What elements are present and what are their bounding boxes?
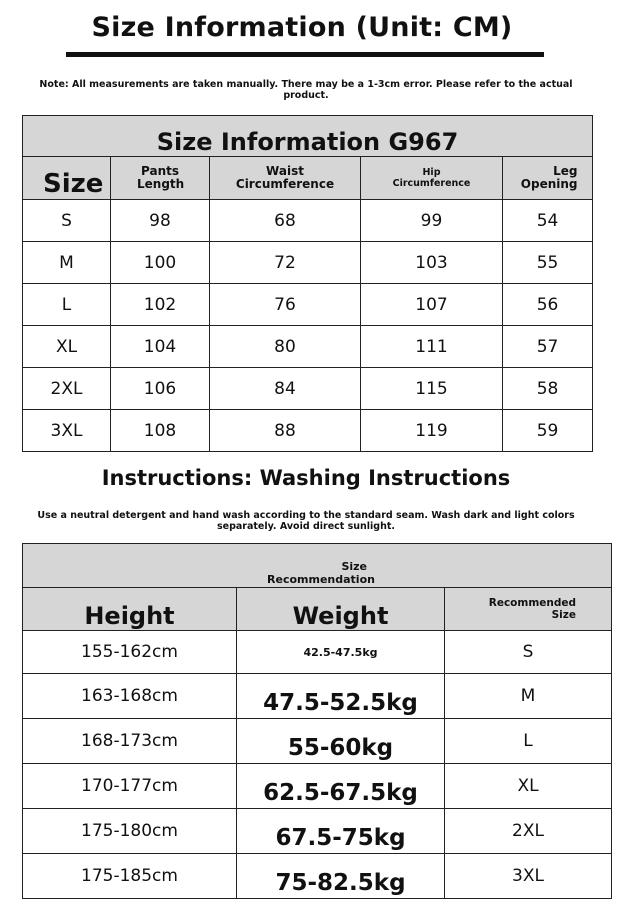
table-row	[23, 410, 593, 452]
header-size: Size	[23, 157, 111, 200]
table-row	[23, 200, 593, 242]
cell-leg-opening: 56	[503, 284, 593, 326]
cell-height: 163-168cm	[23, 674, 237, 719]
table-row	[23, 674, 612, 719]
cell-pants-length: 108	[111, 410, 210, 452]
header-leg-opening: Leg Opening	[503, 157, 593, 200]
cell-size: M	[23, 242, 111, 284]
cell-waist: 72	[210, 242, 361, 284]
table-row	[23, 764, 612, 809]
cell-leg-opening: 54	[503, 200, 593, 242]
cell-pants-length: 104	[111, 326, 210, 368]
cell-weight: 75-82.5kg	[237, 854, 445, 899]
cell-pants-length: 106	[111, 368, 210, 410]
cell-weight: 62.5-67.5kg	[237, 764, 445, 809]
table-row	[23, 242, 593, 284]
measurement-note: Note: All measurements are taken manually. There may be a 1-3cm error. Please refer to the actual product.	[39, 79, 573, 101]
cell-recommended-size: XL	[445, 764, 612, 809]
cell-pants-length: 102	[111, 284, 210, 326]
cell-pants-length: 100	[111, 242, 210, 284]
cell-waist: 84	[210, 368, 361, 410]
cell-hip: 111	[361, 326, 503, 368]
cell-leg-opening: 58	[503, 368, 593, 410]
header-weight: Weight	[237, 588, 445, 631]
cell-recommended-size: 2XL	[445, 809, 612, 854]
cell-hip: 99	[361, 200, 503, 242]
cell-size: 3XL	[23, 410, 111, 452]
rec-table-caption: Size Recommendation	[23, 544, 612, 588]
cell-height: 155-162cm	[23, 631, 237, 674]
cell-recommended-size: S	[445, 631, 612, 674]
cell-hip: 115	[361, 368, 503, 410]
cell-size: 2XL	[23, 368, 111, 410]
size-recommendation-table	[22, 543, 612, 899]
cell-height: 170-177cm	[23, 764, 237, 809]
cell-weight: 55-60kg	[237, 719, 445, 764]
size-information-table	[22, 115, 593, 452]
cell-height: 175-180cm	[23, 809, 237, 854]
cell-weight: 67.5-75kg	[237, 809, 445, 854]
cell-recommended-size: L	[445, 719, 612, 764]
cell-hip: 107	[361, 284, 503, 326]
cell-hip: 103	[361, 242, 503, 284]
cell-size: L	[23, 284, 111, 326]
header-hip: Hip Circumference	[361, 157, 503, 200]
table-row	[23, 326, 593, 368]
cell-size: S	[23, 200, 111, 242]
cell-height: 168-173cm	[23, 719, 237, 764]
cell-waist: 76	[210, 284, 361, 326]
table-row	[23, 631, 612, 674]
header-pants-length: Pants Length	[111, 157, 210, 200]
table-row	[23, 719, 612, 764]
cell-waist: 68	[210, 200, 361, 242]
cell-size: XL	[23, 326, 111, 368]
table-row	[23, 368, 593, 410]
cell-waist: 80	[210, 326, 361, 368]
title-underline	[66, 52, 544, 57]
header-waist: Waist Circumference	[210, 157, 361, 200]
cell-waist: 88	[210, 410, 361, 452]
header-height: Height	[23, 588, 237, 631]
table-row	[23, 809, 612, 854]
cell-pants-length: 98	[111, 200, 210, 242]
table-row	[23, 854, 612, 899]
cell-leg-opening: 55	[503, 242, 593, 284]
header-recommended-size: Recommended Size	[445, 588, 612, 631]
cell-hip: 119	[361, 410, 503, 452]
washing-instructions-title: Instructions: Washing Instructions	[101, 466, 511, 490]
size-table-caption: Size Information G967	[23, 116, 593, 157]
cell-leg-opening: 57	[503, 326, 593, 368]
table-row	[23, 284, 593, 326]
cell-height: 175-185cm	[23, 854, 237, 899]
cell-recommended-size: M	[445, 674, 612, 719]
cell-weight: 42.5-47.5kg	[237, 631, 445, 674]
page-title: Size Information (Unit: CM)	[91, 12, 513, 43]
cell-weight: 47.5-52.5kg	[237, 674, 445, 719]
washing-instructions-text: Use a neutral detergent and hand wash according to the standard seam. Wash dark and light colors separately. Avoid direct sunlight.	[37, 510, 575, 532]
cell-recommended-size: 3XL	[445, 854, 612, 899]
cell-leg-opening: 59	[503, 410, 593, 452]
